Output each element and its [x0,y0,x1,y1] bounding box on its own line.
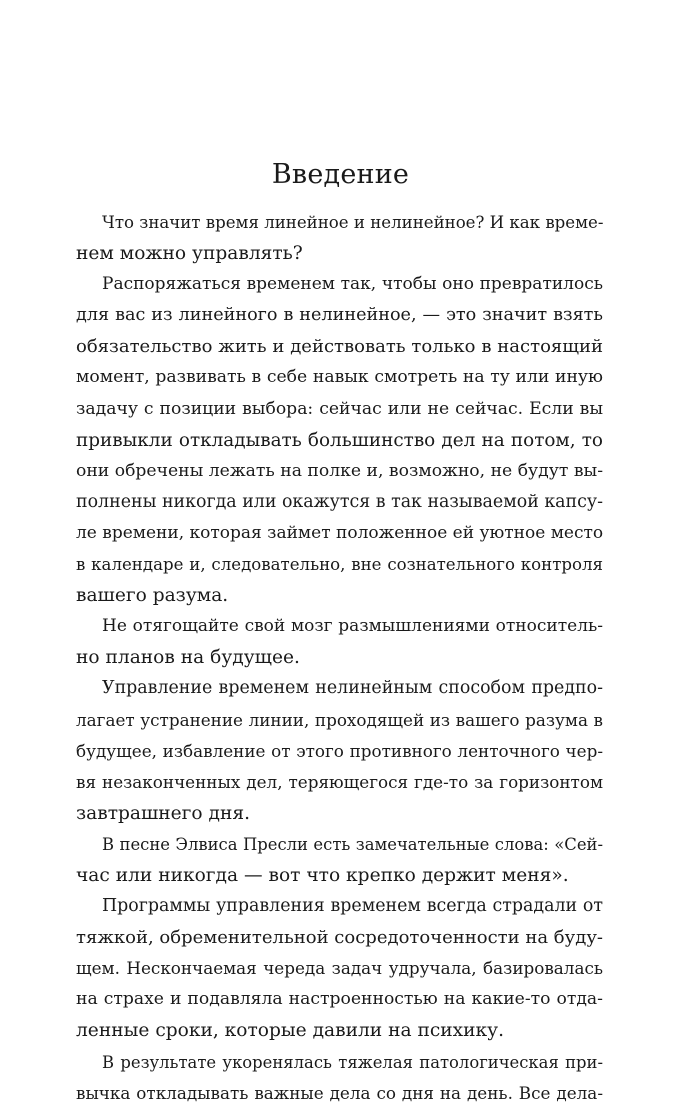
text-line: они обречены лежать на полке и, возможно, не будут вы- [76,460,603,481]
text-line: обязательство жить и действовать только в настоящий [76,336,603,358]
text-line: вычка откладывать важные дела со дня на день. Все дела- [76,1082,603,1103]
text-line: момент, развивать в себе навык смотреть на ту или иную [76,367,603,388]
text-line: полнены никогда или окажутся в так называемой капсу- [76,491,603,512]
text-line: привыкли откладывать большинство дел на потом, то [76,429,603,451]
text-line: вя незаконченных дел, теряющегося где-то за горизонтом [76,771,603,792]
text-line: но планов на будущее. [76,647,300,669]
chapter-body [76,207,603,1109]
text-line: нем можно управлять? [76,243,303,265]
text-line: Не отягощайте свой мозг размышлениями относитель- [102,616,603,637]
text-line: щем. Нескончаемая череда задач удручала, базировалась [76,958,603,979]
text-line: задачу с позиции выбора: сейчас или не сейчас. Если вы [76,398,603,419]
chapter-title: Введение [271,159,410,190]
text-line: тяжкой, обременительной сосредоточенности на буду- [76,927,603,949]
text-line: на страхе и подавляла настроенностью на какие-то отда- [76,989,603,1010]
text-line: ле времени, которая займет положенное ей уютное место [76,522,604,543]
text-line: для вас из линейного в нелинейное, — это значит взять [76,305,603,326]
text-line: Программы управления временем всегда страдали от [102,896,603,917]
text-line: В песне Элвиса Пресли есть замечательные слова: «Сей- [102,834,603,854]
text-line: В результате укоренялась тяжелая патологическая при- [102,1052,603,1072]
text-line: вашего разума. [76,585,229,607]
text-line: лагает устранение линии, проходящей из вашего разума в [76,709,603,730]
text-line: ленные сроки, которые давили на психику. [76,1020,505,1042]
text-line: Управление временем нелинейным способом предпо- [102,678,603,699]
text-line: Распоряжаться временем так, чтобы оно превратилось [102,274,603,295]
text-line: завтрашнего дня. [76,802,250,824]
text-line: в календаре и, следовательно, вне сознательного контроля [76,555,603,575]
text-line: Что значит время линейное и нелинейное? И как време- [102,213,604,232]
text-line: час или никогда — вот что крепко держит меня». [76,864,569,886]
text-line: будущее, избавление от этого противного ленточного чер- [76,740,603,761]
